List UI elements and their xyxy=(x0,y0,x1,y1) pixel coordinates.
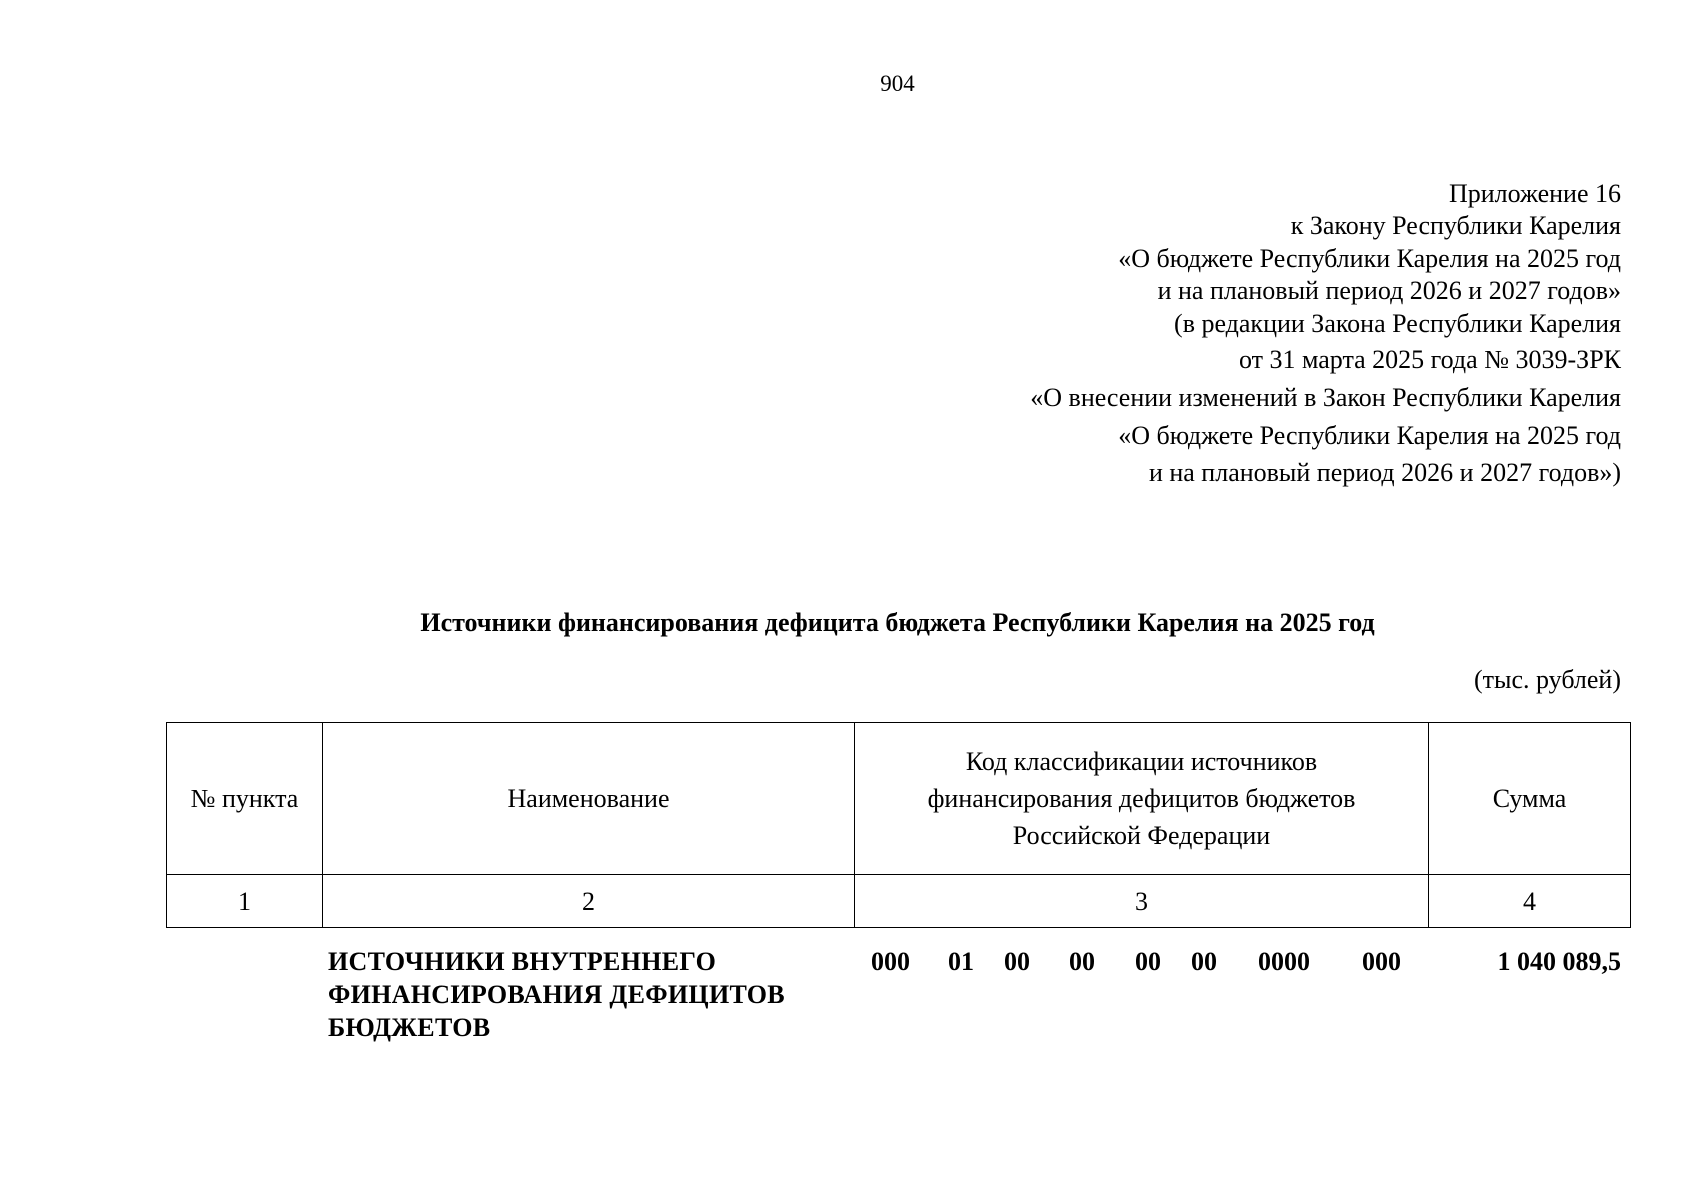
column-number-4: 4 xyxy=(1429,875,1631,928)
column-number-2: 2 xyxy=(323,875,855,928)
header-item-number: № пункта xyxy=(167,723,323,875)
appendix-line-2: к Закону Республики Карелия xyxy=(1290,211,1621,240)
appendix-line-3: «О бюджете Республики Карелия на 2025 год xyxy=(1118,244,1621,273)
units-label: (тыс. рублей) xyxy=(1473,665,1621,694)
appendix-line-7: «О внесении изменений в Закон Республики Карелия xyxy=(1030,383,1621,412)
appendix-line-1: Приложение 16 xyxy=(1448,179,1621,208)
document-title: Источники финансирования дефицита бюджета Республики Карелия на 2025 год xyxy=(420,608,1375,637)
row-name: ИСТОЧНИКИ ВНУТРЕННЕГО ФИНАНСИРОВАНИЯ ДЕФИЦИТОВ БЮДЖЕТОВ xyxy=(328,947,785,1042)
code-part-5: 00 xyxy=(1135,947,1161,976)
appendix-line-5: (в редакции Закона Республики Карелия xyxy=(1174,309,1621,338)
code-part-2: 01 xyxy=(948,947,974,976)
column-number-1: 1 xyxy=(167,875,323,928)
page-number: 904 xyxy=(880,71,915,96)
table-column-numbers-row xyxy=(167,875,1631,928)
code-part-3: 00 xyxy=(1004,947,1030,976)
table-header-row xyxy=(167,723,1631,875)
sources-table xyxy=(166,722,1631,928)
header-name: Наименование xyxy=(323,723,855,875)
appendix-line-9: и на плановый период 2026 и 2027 годов») xyxy=(1148,458,1621,487)
appendix-line-6: от 31 марта 2025 года № 3039-ЗРК xyxy=(1238,345,1621,374)
code-part-1: 000 xyxy=(871,947,910,976)
row-sum: 1 040 089,5 xyxy=(1497,947,1621,976)
code-part-6: 00 xyxy=(1191,947,1217,976)
header-sum: Сумма xyxy=(1429,723,1631,875)
appendix-line-4: и на плановый период 2026 и 2027 годов» xyxy=(1157,276,1621,305)
column-number-3: 3 xyxy=(855,875,1429,928)
appendix-line-8: «О бюджете Республики Карелия на 2025 год xyxy=(1118,421,1621,450)
code-part-8: 000 xyxy=(1362,947,1401,976)
code-part-7: 0000 xyxy=(1258,947,1310,976)
header-classification-code: Код классификации источников финансирования дефицитов бюджетов Российской Федерации xyxy=(855,723,1429,875)
code-part-4: 00 xyxy=(1069,947,1095,976)
